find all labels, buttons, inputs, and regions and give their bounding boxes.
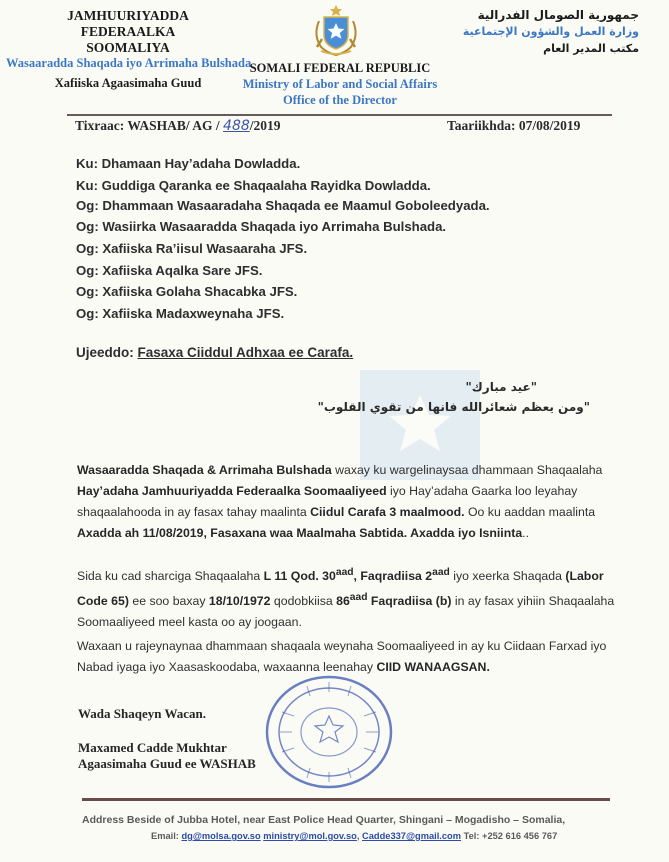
reference-number	[75, 118, 281, 134]
announcement-paragraph	[77, 460, 617, 544]
subject-line	[76, 345, 353, 360]
text-span: waxay ku wargelinaysaa dhammaan Shaqaalaha	[331, 463, 603, 477]
recipient-line: Ku: Guddiga Qaranka ee Shaqaalaha Rayidka Dowladda.	[76, 178, 431, 193]
text-span: Waxaan u rajeynaynaa dhammaan shaqaala weynaha Soomaaliyeed in ay ku Ciidaan Farxad iyo Nabad iyaga iyo Xaasaskoodaba, waxaanna leenahay	[77, 639, 607, 674]
letter-date: Taariikhda: 07/08/2019	[447, 118, 581, 133]
republic-name-en: SOMALI FEDERAL REPUBLIC	[249, 61, 431, 75]
email-label: Email:	[151, 831, 182, 841]
text-span: Oo ku aaddan maalinta	[464, 505, 596, 519]
reference-prefix: Tixraac: WASHAB/ AG /	[75, 118, 224, 133]
text-span: 86	[336, 594, 350, 609]
somalia-coat-of-arms-icon	[311, 3, 361, 57]
ministry-name-so: Wasaaradda Shaqada iyo Arrimaha Bulshada	[6, 56, 252, 70]
recipient-line: Ku: Dhamaan Hay’adaha Dowladda.	[76, 156, 301, 171]
eid-greeting: CIID WANAAGSAN.	[376, 660, 490, 674]
office-name-ar: مكتب المدير العام	[543, 42, 639, 55]
ministry-name-en: Ministry of Labor and Social Affairs	[242, 77, 438, 91]
subject-label: Ujeeddo:	[76, 345, 138, 360]
signatory-name: Maxamed Cadde Mukhtar	[78, 740, 227, 755]
text-span: iyo Hay’adaha Gaarka loo leyahay shaqaalahooda in ay fasax tahay maalinta	[77, 484, 578, 519]
footer-address: Address Beside of Jubba Hotel, near East Police Head Quarter, Shingani – Mogadisho – Somalia,	[82, 814, 566, 826]
holiday-dates: Axadda ah 11/08/2019, Fasaxana waa Maalmaha Sabtida. Axadda iyo Isniinta	[77, 526, 523, 540]
text-span: aad	[349, 592, 368, 604]
office-name-en: Office of the Director	[283, 93, 397, 107]
email-link[interactable]: dg@molsa.gov.so	[181, 831, 261, 841]
text-span: aad	[432, 567, 450, 578]
arabic-verse: "ومن يعظم شعائرالله فانها من تقوي القلوب"	[317, 400, 590, 414]
arabic-greeting: "عيد مبارك"	[465, 380, 537, 394]
email-link[interactable]: ministry@mol.gov.so	[263, 831, 357, 841]
text-span: ..	[522, 526, 530, 540]
text-span: Hay’adaha Jamhuuriyadda Federaalka Soomaaliyeed	[77, 484, 387, 498]
recipient-line: Og: Xafiiska Madaxweynaha JFS.	[76, 306, 285, 321]
reference-suffix: /2019	[249, 118, 281, 133]
phone-number: Tel: +252 616 456 767	[461, 831, 558, 841]
handwritten-number: 488	[223, 118, 250, 134]
signatory-title: Agaasimaha Guud ee WASHAB	[78, 756, 256, 771]
ministry-name-ar: وزارة العمل والشؤون الإجتماعية	[462, 25, 639, 38]
recipient-line: Og: Xafiiska Golaha Shacabka JFS.	[76, 284, 298, 299]
office-name-so: Xafiiska Agaasimaha Guud	[54, 76, 202, 90]
arabic-letterhead	[449, 6, 639, 58]
labor-code: (Labor Code 65)	[77, 569, 604, 609]
country-name-so: SOOMALIYA	[86, 40, 170, 55]
text-span: qodobkiisa	[270, 594, 337, 609]
text-span: ee soo baxay	[128, 594, 209, 609]
english-letterhead	[210, 60, 470, 108]
text-span: in ay fasax yihiin Shaqaalaha Soomaaliyeed meel kasta oo ay joogaan.	[77, 594, 615, 630]
republic-name-so: JAMHUURIYADDA FEDERAALKA	[67, 8, 189, 39]
somali-letterhead	[6, 8, 252, 91]
text-span: iyo xeerka Shaqada	[449, 569, 566, 584]
recipient-line: Og: Dhammaan Wasaaradaha Shaqada ee Maamul Goboleedyada.	[76, 198, 490, 213]
text-span: 18/10/1972	[208, 594, 271, 609]
ministry-name: Wasaaradda Shaqada & Arrimaha Bulshada	[77, 463, 332, 477]
text-span: aad	[335, 567, 354, 578]
subject-text: Fasaxa Ciiddul Adhxaa ee Carafa.	[137, 345, 354, 360]
official-stamp-icon	[262, 672, 396, 792]
email-link[interactable]: Cadde337@gmail.com	[362, 831, 462, 841]
recipient-line: Og: Xafiiska Ra’iisul Wasaaraha JFS.	[76, 241, 308, 256]
text-span: Sida ku cad sharciga Shaqaalaha	[77, 569, 264, 584]
closing-line: Wada Shaqeyn Wacan.	[78, 706, 207, 721]
legal-basis-paragraph	[77, 562, 617, 633]
text-span: Faqradiisa (b)	[367, 594, 452, 609]
text-span: L 11 Qod. 30	[263, 569, 336, 584]
footer-contacts: Email: dg@molsa.gov.so ministry@mol.gov.so, Cadde337@gmail.com Tel: +252 616 456 767	[151, 831, 558, 841]
text-span: , Faqradiisa 2	[353, 569, 433, 584]
recipient-line: Og: Xafiiska Aqalka Sare JFS.	[76, 263, 263, 278]
holiday-duration: Ciidul Carafa 3 maalmood.	[310, 505, 465, 519]
header-divider	[67, 114, 612, 116]
republic-name-ar: جمهورية الصومال الفدرالية	[477, 8, 639, 22]
footer-divider	[82, 798, 610, 801]
recipient-line: Og: Wasiirka Wasaaradda Shaqada iyo Arrimaha Bulshada.	[76, 219, 447, 234]
